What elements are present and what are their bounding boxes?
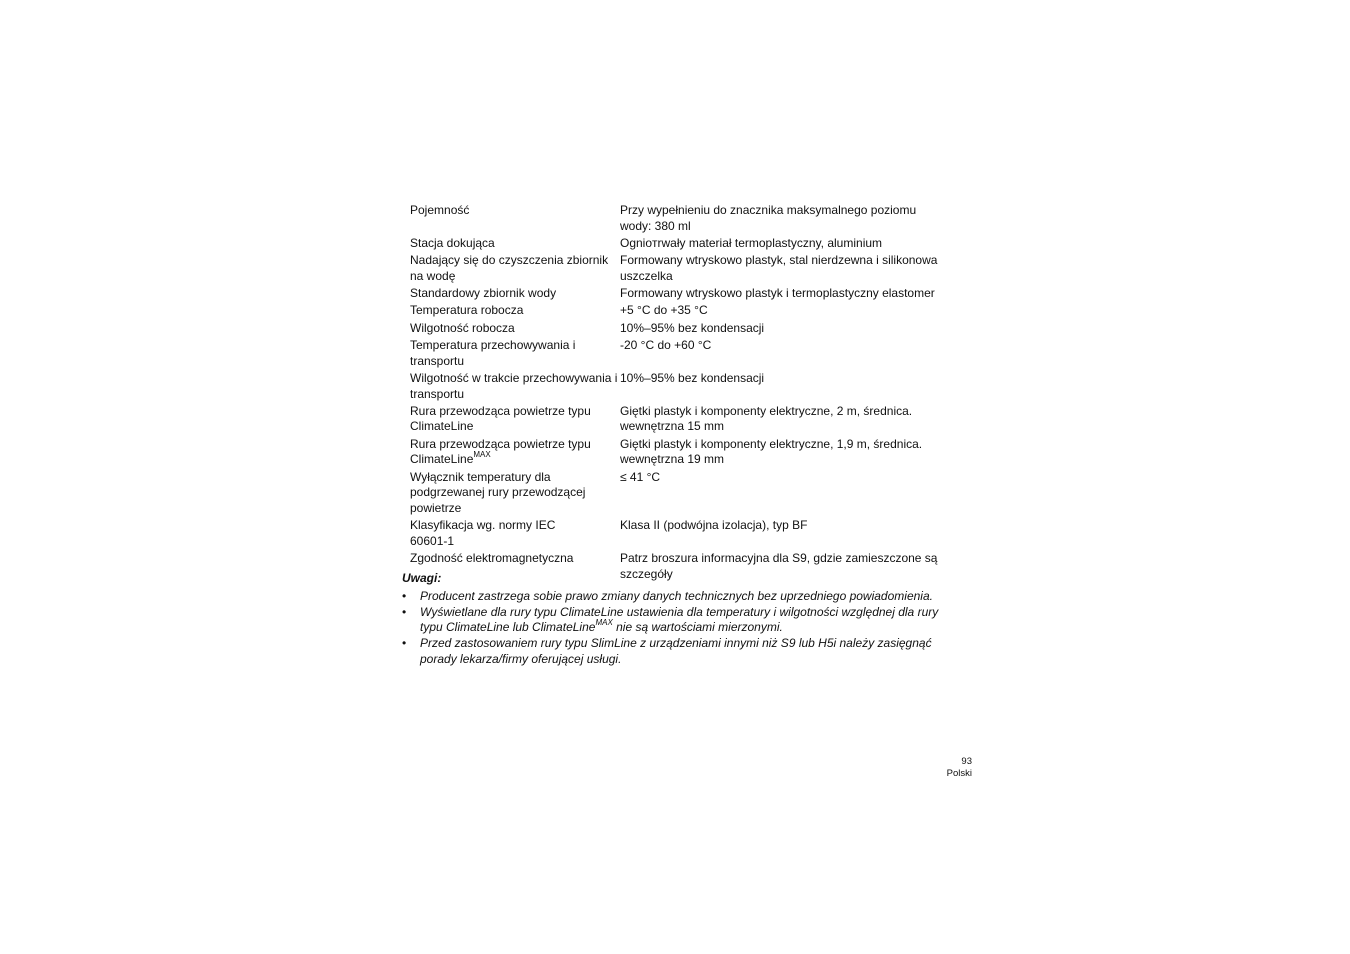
spec-label: Standardowy zbiornik wody: [410, 286, 557, 301]
spec-label: Klasyfikacja wg. normy IEC 60601-1: [410, 518, 556, 549]
spec-value: 10%–95% bez kondensacji: [620, 370, 765, 385]
bullet-icon: •: [402, 636, 407, 651]
page-footer: [947, 756, 972, 780]
spec-label: Zgodność elektromagnetyczna: [410, 551, 574, 566]
spec-label: Wilgotność w trakcie przechowywania i transportu: [410, 370, 618, 401]
spec-label: Temperatura przechowywania i transportu: [410, 337, 576, 368]
spec-row: [410, 203, 950, 235]
spec-label: Wyłącznik temperatury dla podgrzewanej rury przewodzącej powietrze: [410, 469, 586, 516]
note-item: [402, 589, 947, 604]
spec-row: [410, 321, 950, 337]
max-superscript: MAX: [473, 450, 491, 460]
spec-row: [410, 303, 950, 319]
spec-value: ≤ 41 °C: [620, 469, 661, 484]
spec-value: Patrz broszura informacyjna dla S9, gdzie zamieszczone są szczegóły: [620, 551, 938, 582]
specifications-table: [410, 203, 950, 584]
spec-value: +5 °C do +35 °C: [620, 303, 708, 318]
spec-value: 10%–95% bez kondensacji: [620, 320, 765, 335]
spec-label: Nadający się do czyszczenia zbiornik na wodę: [410, 253, 609, 283]
spec-row: [410, 437, 950, 469]
spec-row: [410, 518, 950, 550]
note-text: Przed zastosowaniem rury typu SlimLine z urządzeniami innymi niż S9 lub H5i należy zasięgnąć porady lekarza/firmy oferującej usługi.: [420, 636, 932, 666]
spec-label: [410, 437, 620, 469]
spec-value: Formowany wtryskowo plastyk i termoplastyczny elastomer: [620, 286, 935, 301]
spec-row: [410, 404, 950, 436]
spec-value: Klasa II (podwójna izolacja), typ BF: [620, 518, 808, 533]
spec-value: Giętki plastyk i komponenty elektryczne, 1,9 m, średnica. wewnętrzna 19 mm: [620, 436, 923, 467]
note-text: [420, 605, 947, 635]
notes-heading: Uwagi:: [402, 571, 442, 585]
note-text-part: nie są wartościami mierzonymi.: [612, 620, 783, 635]
language-label: Polski: [946, 768, 972, 779]
spec-value: Ognioтrwały materiał termoplastyczny, aluminium: [620, 235, 883, 250]
spec-row: [410, 470, 950, 517]
spec-label: Wilgotność robocza: [410, 320, 515, 335]
spec-label-text: Rura przewodząca powietrze typu ClimateLine: [410, 436, 591, 467]
note-item: [402, 605, 947, 635]
note-item: [402, 636, 947, 666]
spec-row: [410, 371, 950, 403]
spec-label: Rura przewodząca powietrze typu ClimateLine: [410, 403, 591, 434]
spec-value: Przy wypełnieniu do znacznika maksymalnego poziomu wody: 380 ml: [620, 203, 917, 233]
bullet-icon: •: [402, 605, 407, 620]
spec-row: [410, 253, 950, 285]
note-text-part: Wyświetlane dla rury typu ClimateLine ustawienia dla temperatury i wilgotności względnej dla rury typu ClimateLine lub ClimateLine: [420, 605, 939, 635]
spec-value: Giętki plastyk i komponenty elektryczne, 2 m, średnica. wewnętrzna 15 mm: [620, 403, 913, 434]
note-text: Producent zastrzega sobie prawo zmiany danych technicznych bez uprzedniego powiadomienia.: [420, 589, 933, 604]
spec-row: [410, 286, 950, 302]
spec-row: [410, 338, 950, 370]
spec-label: Temperatura robocza: [410, 303, 524, 318]
bullet-icon: •: [402, 589, 407, 604]
notes-section: [402, 571, 947, 668]
max-superscript: MAX: [595, 618, 613, 628]
page-number: 93: [961, 756, 972, 767]
spec-label: Pojemność: [410, 203, 470, 217]
spec-label: Stacja dokująca: [410, 235, 495, 250]
spec-row: [410, 236, 950, 252]
spec-value: Formowany wtryskowo plastyk, stal nierdzewna i silikonowa uszczelka: [620, 253, 938, 283]
spec-value: -20 °C do +60 °C: [620, 337, 712, 352]
